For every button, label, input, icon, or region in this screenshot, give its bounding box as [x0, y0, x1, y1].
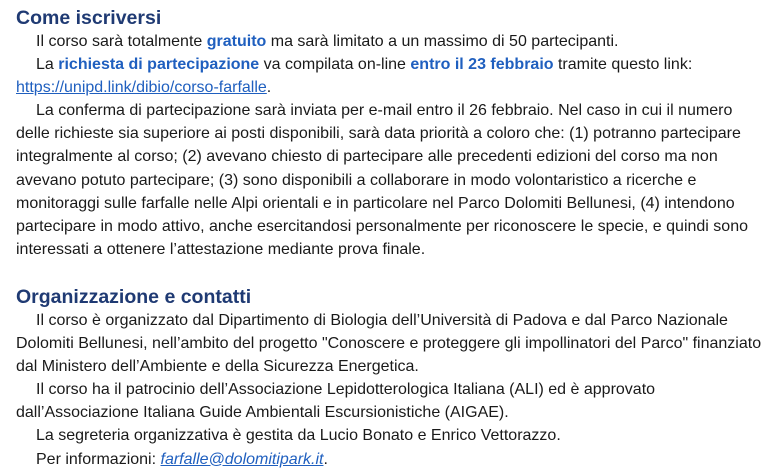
paragraph-segreteria: La segreteria organizzativa è gestita da Lucio Bonato e Enrico Vettorazzo.	[36, 427, 561, 445]
text: ma sarà limitato a un massimo di 50 partecipanti.	[266, 33, 619, 50]
registration-link[interactable]: https://unipd.link/dibio/corso-farfalle	[16, 79, 267, 97]
text: tramite questo link:	[553, 56, 693, 74]
text: .	[323, 450, 328, 468]
section-come-iscriversi	[16, 6, 764, 261]
paragraph-informazioni	[16, 448, 764, 471]
paragraph-gratuito	[16, 30, 764, 53]
paragraph-richiesta	[16, 53, 764, 99]
paragraph-patrocinio: Il corso ha il patrocinio dell’Associazione Lepidotterologica Italiana (ALI) ed è approvato dall’Associazione Italiana Guide Ambientali Escursionistiche (AIGAE).	[16, 381, 656, 422]
highlight-richiesta: richiesta di partecipazione	[58, 56, 260, 74]
email-link[interactable]: farfalle@dolomitipark.it	[160, 450, 324, 468]
section-organizzazione	[16, 285, 764, 471]
text: Il corso sarà totalmente	[36, 33, 207, 50]
text: La	[36, 56, 59, 74]
text: Per informazioni:	[36, 450, 161, 468]
highlight-gratuito: gratuito	[206, 33, 267, 50]
text: .	[266, 79, 272, 97]
paragraph-conferma: La conferma di partecipazione sarà inviata per e-mail entro il 26 febbraio. Nel caso in cui il numero delle richieste sia superiore ai posti disponibili, sarà data priorità a coloro che: (1) potranno partecipare integralmente al corso; (2) avevano chiesto di partecipare alle precedenti edizioni del corso ma non avevano potuto partecipare; (3) sono disponibili a collaborare in modo volontaristico a ricerche e monitoraggi sulle farfalle nelle Alpi orientali e in particolare nel Parco Dolomiti Bellunesi, (4) intendono partecipare in modo attivo, anche esercitandosi personalmente per riconoscere le specie, e quindi sono interessati a ottenere l’attestazione mediante prova finale.	[16, 102, 748, 258]
paragraph-organizzazione: Il corso è organizzato dal Dipartimento di Biologia dell’Università di Padova e dal Parco Nazionale Dolomiti Bellunesi, nell’ambito del progetto "Conoscere e proteggere gli impollinatori del Parco" finanziato dal Ministero dell’Ambiente e della Sicurezza Energetica.	[16, 311, 762, 376]
text: va compilata on-line	[259, 56, 411, 74]
section-heading-organizzazione: Organizzazione e contatti	[16, 285, 252, 308]
section-heading-iscrizione: Come iscriversi	[16, 7, 162, 29]
highlight-scadenza: entro il 23 febbraio	[410, 56, 554, 74]
